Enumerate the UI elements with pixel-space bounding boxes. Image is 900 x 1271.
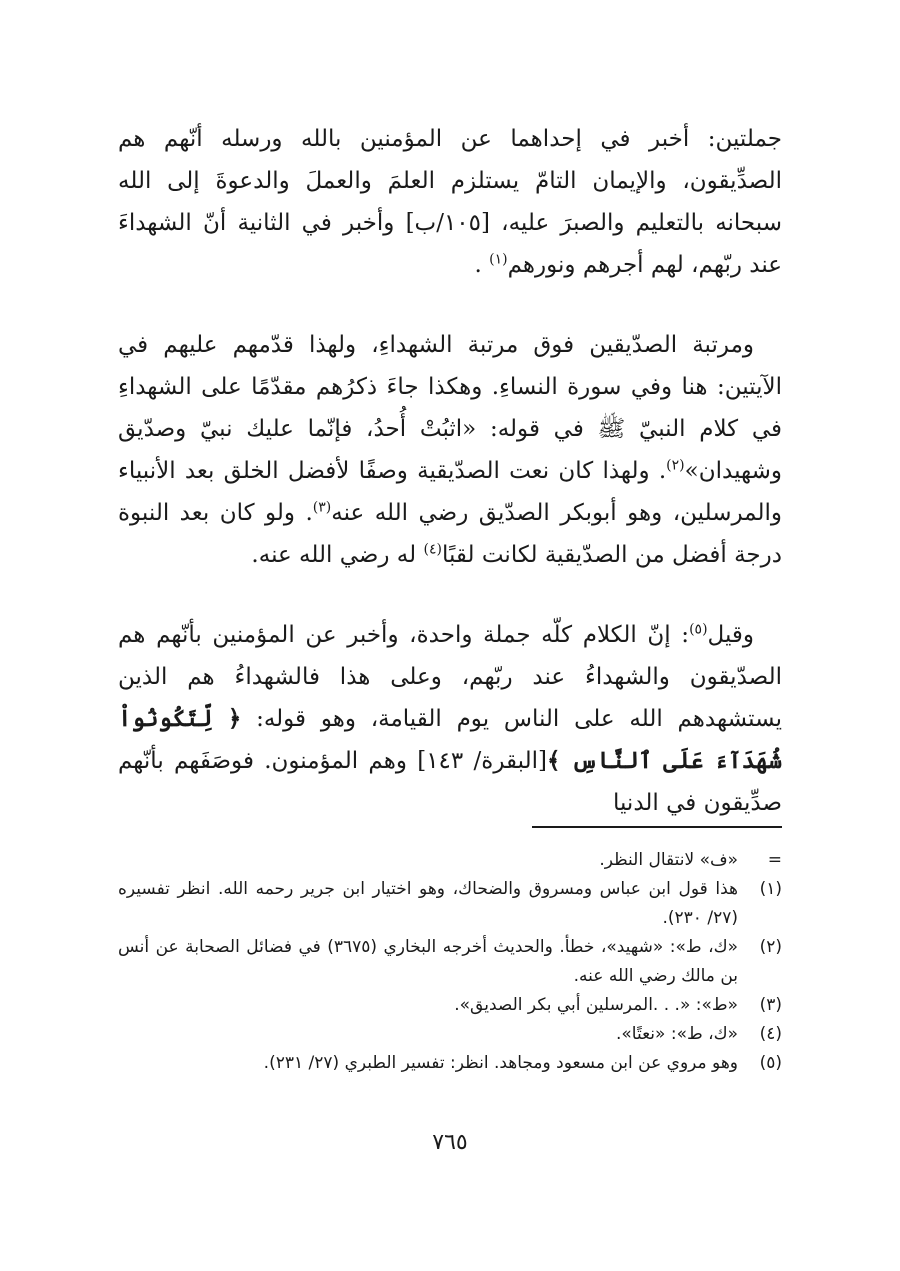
footnote-marker: (٢) <box>759 937 782 957</box>
paragraph-2: ومرتبة الصدّيقين فوق مرتبة الشهداءِ، ولهذا قدّمهم عليهم في الآيتين: هنا وفي سورة النساءِ. وهكذا جاءَ ذكرُهم مقدّمًا على الشهداءِ في كلام النبيّ ﷺ في قوله: «اثبُتْ أُحدُ، فإنّما عليك نبيّ وصدّيق وشهيدان»$^{(٢)}$. ولهذا كان نعت الصدّيقية وصفًا لأفضل الخلق بعد الأنبياء والمرسلين، وهو أبوبكر الصدّيق رضي الله عنه$^{(٣)}$. ولو كان بعد النبوة درجة أفضل من الصدّيقية لكانت لقبًا$^{(٤)}$ له رضي الله عنه. <box>118 332 782 568</box>
footnote-4 <box>118 1020 782 1049</box>
footnote-marker: = <box>767 850 782 870</box>
main-text <box>118 118 782 824</box>
quran-verse: ﴿ لِّتَكُونُواْ شُهَدَآءَ عَلَى ٱلنَّاسِ ﴾ <box>118 705 783 774</box>
paragraph-1: جملتين: أخبر في إحداهما عن المؤمنين بالله ورسله أنّهم هم الصدِّيقون، والإيمان التامّ يستلزم العلمَ والعملَ والدعوةَ إلى الله سبحانه بالتعليم والصبرَ عليه، [١٠٥/ب] وأخبر في الثانية أنّ الشهداءَ عند ربّهم، لهم أجرهم ونورهم$^{(١)}$ . <box>118 126 782 278</box>
footnote-text: «ط»: «. . .المرسلين أبي بكر الصديق». <box>454 995 738 1015</box>
footnote-divider <box>532 826 782 828</box>
footnote-text: «ف» لانتقال النظر. <box>599 850 738 870</box>
footnote-ref-2[interactable]: (٢) <box>666 457 685 474</box>
footnote-3 <box>118 991 782 1020</box>
paragraph-gap <box>118 576 782 614</box>
footnote-ref-4[interactable]: (٤) <box>423 541 442 558</box>
paragraph-3: وقيل$^{(٥)}$: إنّ الكلام كلّه جملة واحدة، وأخبر عن المؤمنين بأنّهم هم الصدّيقون والشهداءُ عند ربّهم، وعلى هذا فالشهداءُ هم الذين يستشهدهم الله على الناس يوم القيامة، وهو قوله: ﴿ لِّتَكُونُواْ شُهَدَآءَ عَلَى ٱلنَّاسِ ﴾[البقرة/ ١٤٣] وهم المؤمنون. فوصَفَهم بأنّهم صدِّيقون في الدنيا <box>118 621 783 816</box>
paragraph-gap <box>118 286 782 324</box>
page-number: ٧٦٥ <box>432 1130 468 1155</box>
footnote-continuation <box>118 846 782 875</box>
footnote-marker: (٣) <box>759 995 782 1015</box>
footnote-ref-1[interactable]: (١) <box>489 251 508 268</box>
footnote-text: «ك، ط»: «نعتًا». <box>615 1024 738 1044</box>
footnotes <box>118 846 782 1078</box>
footnote-text: «ك، ط»: «شهيد»، خطأ. والحديث أخرجه البخاري (٣٦٧٥) في فضائل الصحابة عن أنس بن مالك رضي الله عنه. <box>118 937 738 986</box>
footnote-text: هذا قول ابن عباس ومسروق والضحاك، وهو اختيار ابن جرير رحمه الله. انظر تفسيره (٢٧/ ٢٣٠). <box>118 879 738 928</box>
footnote-ref-5[interactable]: (٥) <box>689 621 708 638</box>
footnote-5 <box>118 1049 782 1078</box>
footnote-1 <box>118 875 782 933</box>
footnote-marker: (٥) <box>759 1053 782 1073</box>
footnote-marker: (١) <box>759 879 782 899</box>
footnote-2 <box>118 933 782 991</box>
footnote-ref-3[interactable]: (٣) <box>312 499 332 516</box>
footnote-marker: (٤) <box>759 1024 782 1044</box>
footnote-text: وهو مروي عن ابن مسعود ومجاهد. انظر: تفسير الطبري (٢٧/ ٢٣١). <box>263 1053 738 1073</box>
